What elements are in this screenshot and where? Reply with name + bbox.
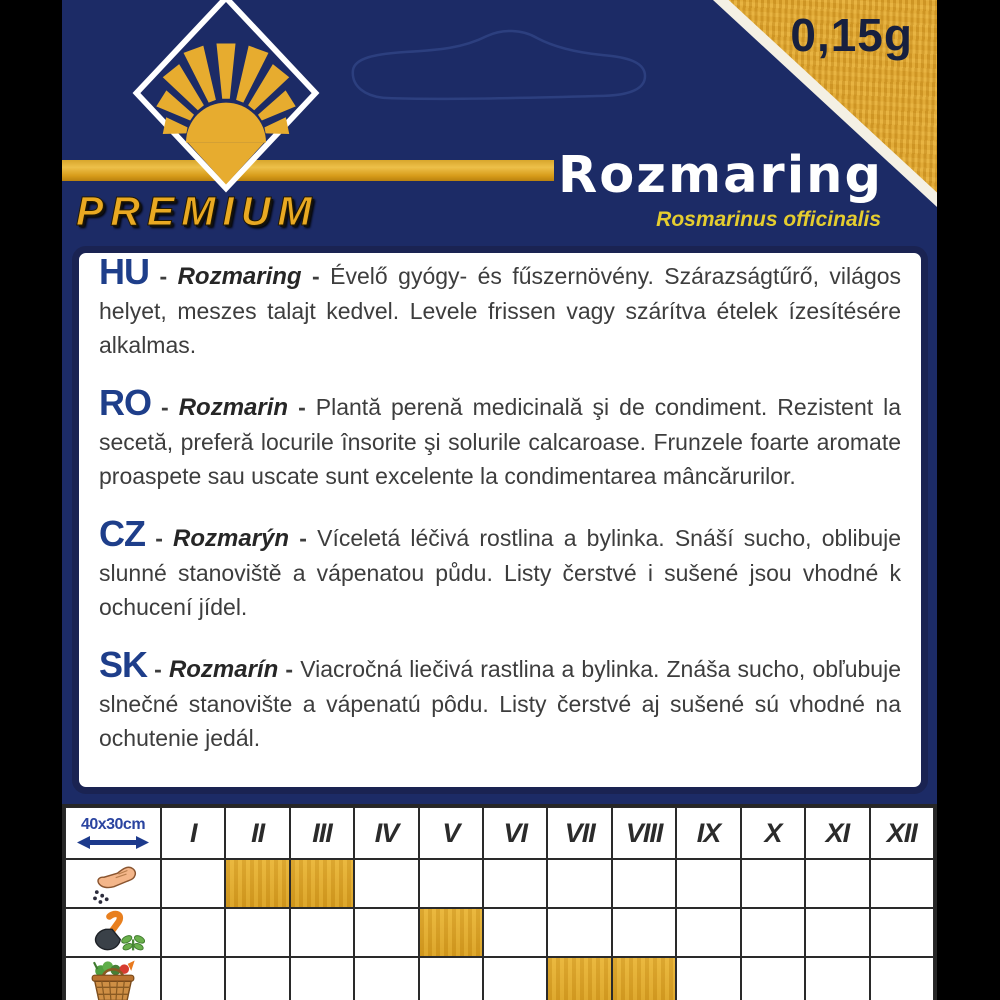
sowing-cell-V (419, 859, 483, 908)
sowing-cell-VIII (612, 859, 676, 908)
plant-name: Rozmarín (168, 656, 279, 683)
harvest-cell-IV (354, 957, 418, 1000)
harvest-cell-I (161, 957, 225, 1000)
sowing-cell-X (741, 859, 805, 908)
description-text: Plantă perenă medicinală şi de condiment. Rezistent la secetă, preferă locurile însorite şi solurile calcaroase. Frunzele foarte aromate proaspete sau uscate sunt excelente la condimentarea mâncărurilor. (99, 394, 902, 489)
plant-spacing-cell (65, 807, 161, 859)
dash: - (154, 656, 162, 682)
dash: - (161, 394, 169, 420)
dash: - (312, 263, 320, 289)
month-header-VIII: VIII (612, 807, 676, 859)
description-text: Évelő gyógy- és fűszernövény. Szárazságtűrő, világos helyet, meszes talajt kedvel. Levele frissen vagy szárítva ételek ízesítésére alkalmas. (99, 263, 902, 358)
description-cz (99, 513, 902, 624)
harvest-cell-VIII (612, 957, 676, 1000)
harvest-basket-icon (87, 958, 139, 1000)
planting-cell-III (290, 908, 354, 957)
dash: - (155, 525, 163, 551)
month-header-III: III (290, 807, 354, 859)
harvest-cell-X (741, 957, 805, 1000)
dash: - (298, 394, 306, 420)
harvest-cell-IX (676, 957, 740, 1000)
planting-row-icon-cell (65, 908, 161, 957)
month-header-II: II (225, 807, 289, 859)
harvest-cell-VII (547, 957, 611, 1000)
month-header-XI: XI (805, 807, 869, 859)
spacing-arrow-icon (77, 835, 149, 850)
sowing-hand-icon (86, 861, 140, 907)
plant-name: Rozmaring (177, 263, 302, 290)
planting-cell-VII (547, 908, 611, 957)
planting-cell-VIII (612, 908, 676, 957)
sun-diamond-logo-icon (130, 0, 322, 194)
harvest-cell-V (419, 957, 483, 1000)
premium-label: PREMIUM (76, 188, 319, 234)
month-header-IX: IX (676, 807, 740, 859)
plant-name: Rozmarin (178, 394, 289, 421)
planting-cell-V (419, 908, 483, 957)
sowing-row-icon-cell (65, 859, 161, 908)
sowing-cell-IX (676, 859, 740, 908)
harvest-cell-II (225, 957, 289, 1000)
planting-cell-I (161, 908, 225, 957)
month-header-VI: VI (483, 807, 547, 859)
dash: - (285, 656, 294, 682)
language-code: HU (99, 251, 149, 292)
harvest-cell-XI (805, 957, 869, 1000)
sowing-cell-I (161, 859, 225, 908)
planting-cell-IV (354, 908, 418, 957)
description-panel (72, 246, 928, 794)
planting-trowel-icon (81, 910, 145, 956)
description-text: Víceletá léčivá rostlina a bylinka. Snáší sucho, oblibuje slunné stanoviště a vápenatou půdu. Listy čerstvé i sušené jsou vhodné k ochucení jídel. (99, 525, 902, 620)
planting-cell-X (741, 908, 805, 957)
month-header-VII: VII (547, 807, 611, 859)
harvest-cell-XII (870, 957, 934, 1000)
language-code: RO (99, 382, 151, 423)
language-code: SK (99, 644, 148, 685)
sowing-cell-III (290, 859, 354, 908)
description-ro (99, 382, 902, 493)
product-title: Rozmaring (558, 146, 883, 205)
sowing-cell-IV (354, 859, 418, 908)
month-header-I: I (161, 807, 225, 859)
sowing-cell-VI (483, 859, 547, 908)
sowing-calendar-table (62, 804, 937, 1000)
latin-name: Rosmarinus officinalis (656, 208, 881, 231)
dash: - (159, 263, 168, 289)
hang-tab-outline (345, 28, 655, 113)
sowing-cell-VII (547, 859, 611, 908)
sowing-cell-XI (805, 859, 869, 908)
harvest-row-icon-cell (65, 957, 161, 1000)
description-sk (99, 644, 902, 755)
month-header-X: X (741, 807, 805, 859)
harvest-cell-VI (483, 957, 547, 1000)
description-text: Viacročná liečivá rastlina a bylinka. Znáša sucho, obľubuje slnečné stanovište a vápenatú pôdu. Listy čerstvé aj sušené sú vhodné na ochutenie jedál. (99, 656, 902, 751)
plant-name: Rozmarýn (173, 525, 290, 552)
month-header-IV: IV (354, 807, 418, 859)
seed-weight: 0,15g (790, 9, 913, 61)
month-header-XII: XII (870, 807, 934, 859)
sowing-cell-II (225, 859, 289, 908)
harvest-cell-III (290, 957, 354, 1000)
planting-cell-II (225, 908, 289, 957)
dash: - (299, 525, 307, 551)
planting-cell-IX (676, 908, 740, 957)
month-header-V: V (419, 807, 483, 859)
planting-cell-XII (870, 908, 934, 957)
planting-cell-XI (805, 908, 869, 957)
planting-cell-VI (483, 908, 547, 957)
seed-packet-label (62, 0, 937, 1000)
language-code: CZ (99, 513, 145, 554)
sowing-cell-XII (870, 859, 934, 908)
description-hu (99, 251, 902, 362)
plant-spacing-value: 40x30cm (80, 816, 146, 833)
